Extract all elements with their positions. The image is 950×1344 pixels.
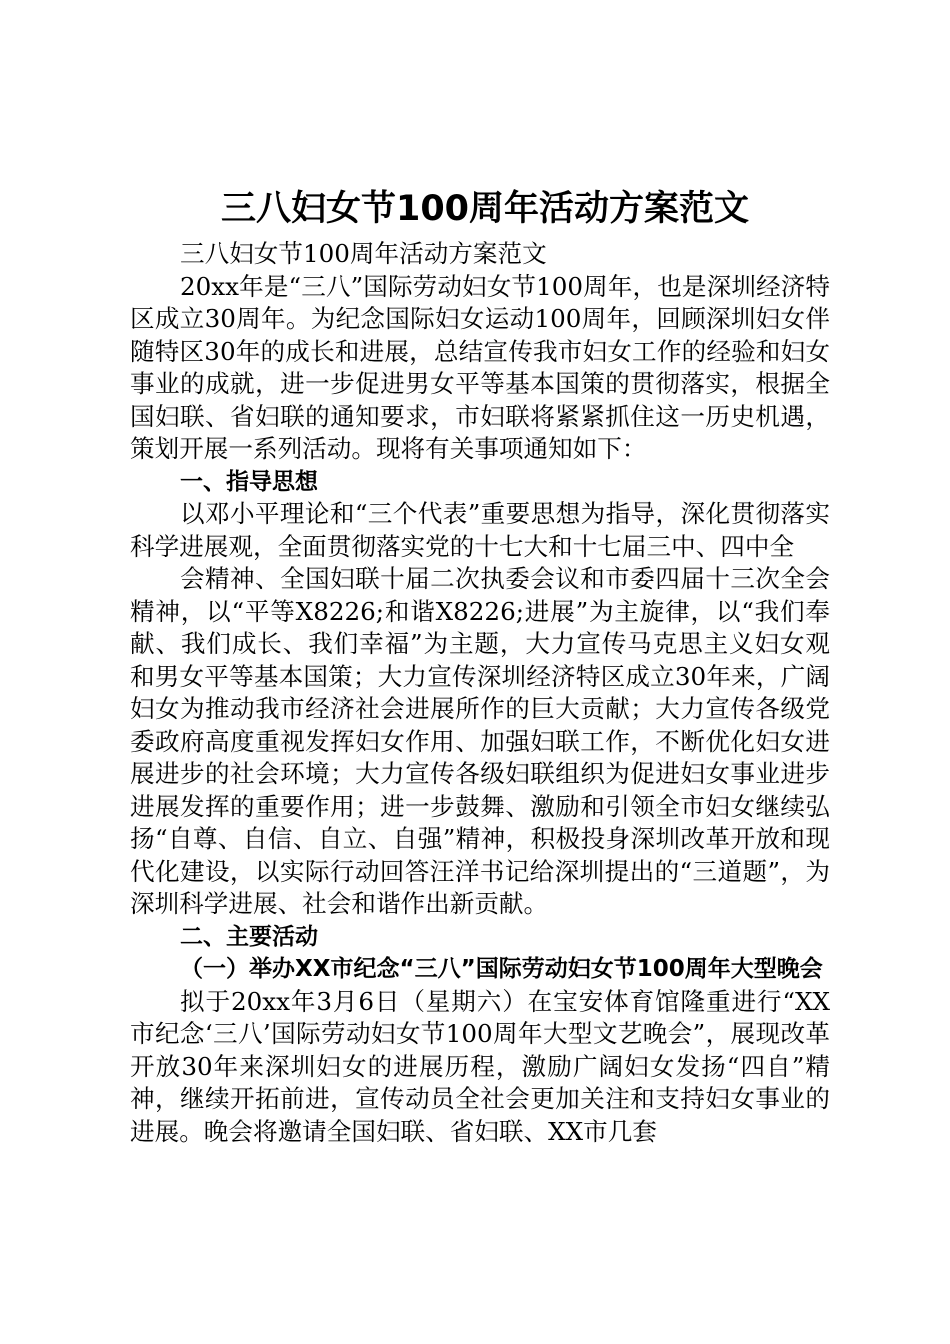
guiding-thought-paragraph-1: 以邓小平理论和“三个代表”重要思想为指导，深化贯彻落实科学进展观，全面贯彻落实党的十七大和十七届三中、四中全 — [130, 499, 830, 561]
document-title: 三八妇女节100周年活动方案范文 — [220, 189, 750, 229]
intro-paragraph: 20xx年是“三八”国际劳动妇女节100周年，也是深圳经济特区成立30周年。为纪念国际妇女运动100周年，回顾深圳妇女伴随特区30年的成长和进展，总结宣传我市妇女工作的经验和妇女事业的成就，进一步促进男女平等基本国策的贯彻落实，根据全国妇联、省妇联的通知要求，市妇联将紧紧抓住这一历史机遇，策划开展一系列活动。现将有关事项通知如下： — [130, 271, 830, 463]
section-heading-main-activities: 二、主要活动 — [180, 923, 318, 950]
gala-paragraph: 拟于20xx年3月6日（星期六）在宝安体育馆隆重进行“XX市纪念‘三八’国际劳动妇女节100周年大型文艺晚会”，展现改革开放30年来深圳妇女的进展历程，激励广阔妇女发扬“四自”精神，继续开拓前进，宣传动员全社会更加关注和支持妇女事业的进展。晚会将邀请全国妇联、省妇联、XX市几套 — [130, 986, 830, 1146]
section-heading-guiding-thought: 一、指导思想 — [180, 468, 318, 495]
document-subtitle: 三八妇女节100周年活动方案范文 — [180, 239, 547, 268]
document-page — [130, 180, 830, 1148]
subsection-heading-gala: （一）举办XX市纪念“三八”国际劳动妇女节100周年大型晚会 — [180, 956, 823, 982]
guiding-thought-paragraph-2: 会精神、全国妇联十届二次执委会议和市委四届十三次全会精神，以“平等X8226;和谐X8226;进展”为主旋律，以“我们奉献、我们成长、我们幸福”为主题，大力宣传马克思主义妇女观和男女平等基本国策；大力宣传深圳经济特区成立30年来，广阔妇女为推动我市经济社会进展所作的巨大贡献；大力宣传各级党委政府高度重视发挥妇女作用、加强妇联工作，不断优化妇女进展进步的社会环境；大力宣传各级妇联组织为促进妇女事业进步进展发挥的重要作用；进一步鼓舞、激励和引领全市妇女继续弘扬“自尊、自信、自立、自强”精神，积极投身深圳改革开放和现代化建设，以实际行动回答汪洋书记给深圳提出的“三道题”，为深圳科学进展、社会和谐作出新贡献。 — [130, 564, 830, 918]
